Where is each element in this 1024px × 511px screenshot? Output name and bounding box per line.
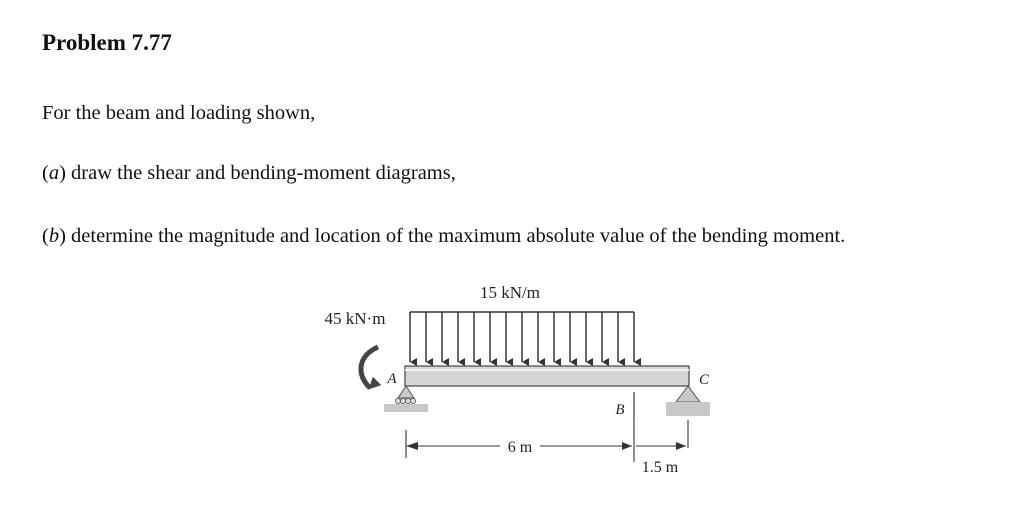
- point-c-label: C: [698, 372, 710, 388]
- point-b-label: B: [615, 402, 625, 418]
- part-a-letter: a: [48, 162, 60, 184]
- distributed-load-label: 15 kN/m: [480, 283, 540, 302]
- dim-label-bc: 1.5 m: [641, 459, 679, 476]
- part-b-text: (b) determine the magnitude and location of the maximum absolute value of the bending moment.: [42, 225, 846, 247]
- distributed-load-arrows: [410, 312, 634, 362]
- problem-title: Problem 7.77: [42, 30, 172, 55]
- roller-support-icon: [384, 386, 428, 412]
- problem-intro: For the beam and loading shown,: [42, 102, 316, 124]
- part-a-text: (a) draw the shear and bending-moment diagrams,: [42, 162, 456, 184]
- part-b-body: determine the magnitude and location of the maximum absolute value of the bending moment.: [71, 225, 846, 247]
- couple-label: 45 kN·m: [324, 309, 386, 328]
- dim-label-ab: 6 m: [507, 439, 533, 456]
- dim-arrow-left: [406, 442, 418, 450]
- couple-arrow-icon: [361, 347, 378, 388]
- pin-support-icon: [666, 386, 710, 416]
- part-a-body: draw the shear and bending-moment diagrams,: [71, 162, 456, 184]
- dimension-lines: [406, 420, 688, 462]
- point-a-label: A: [387, 371, 397, 387]
- part-b-letter: b: [48, 225, 60, 247]
